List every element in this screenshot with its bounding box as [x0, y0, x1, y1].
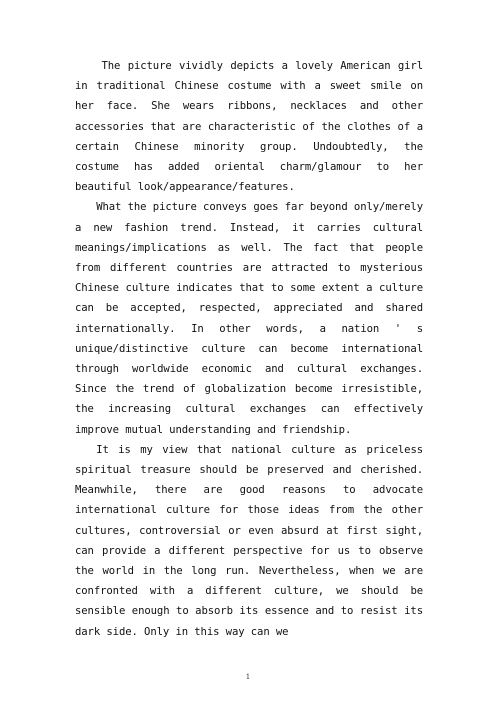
- paragraph-3: It is my view that national culture as priceless spiritual treasure should be preserved and cherished. Meanwhile, there are good reasons to advocate international culture for those ideas from the other cultures, controversial or even absurd at first sight, can provide a different perspective for us to observe the world in the long run. Nevertheless, when we are confronted with a different culture, we should be sensible enough to absorb its essence and to resist its dark side. Only in this way can we: [75, 443, 423, 638]
- document-body: [75, 56, 423, 642]
- paragraph-2: What the picture conveys goes far beyond only/merely a new fashion trend. Instead, it carries cultural meanings/implications as well. The fact that people from different countries are attracted to mysterious Chinese culture indicates that to some extent a culture can be accepted, respected, appreciated and shared internationally. In other words, a nation ' s unique/distinctive culture can become international through worldwide economic and cultural exchanges. Since the trend of globalization become irresistible, the increasing cultural exchanges can effectively improve mutual understanding and friendship.: [75, 201, 423, 436]
- page-number: 1: [245, 673, 251, 681]
- paragraph-1: The picture vividly depicts a lovely American girl in traditional Chinese costume with a sweet smile on her face. She wears ribbons, necklaces and other accessories that are characteristic of the clothes of a certain Chinese minority group. Undoubtedly, the costume has added oriental charm/glamour to her beautiful look/appearance/features.: [75, 60, 423, 194]
